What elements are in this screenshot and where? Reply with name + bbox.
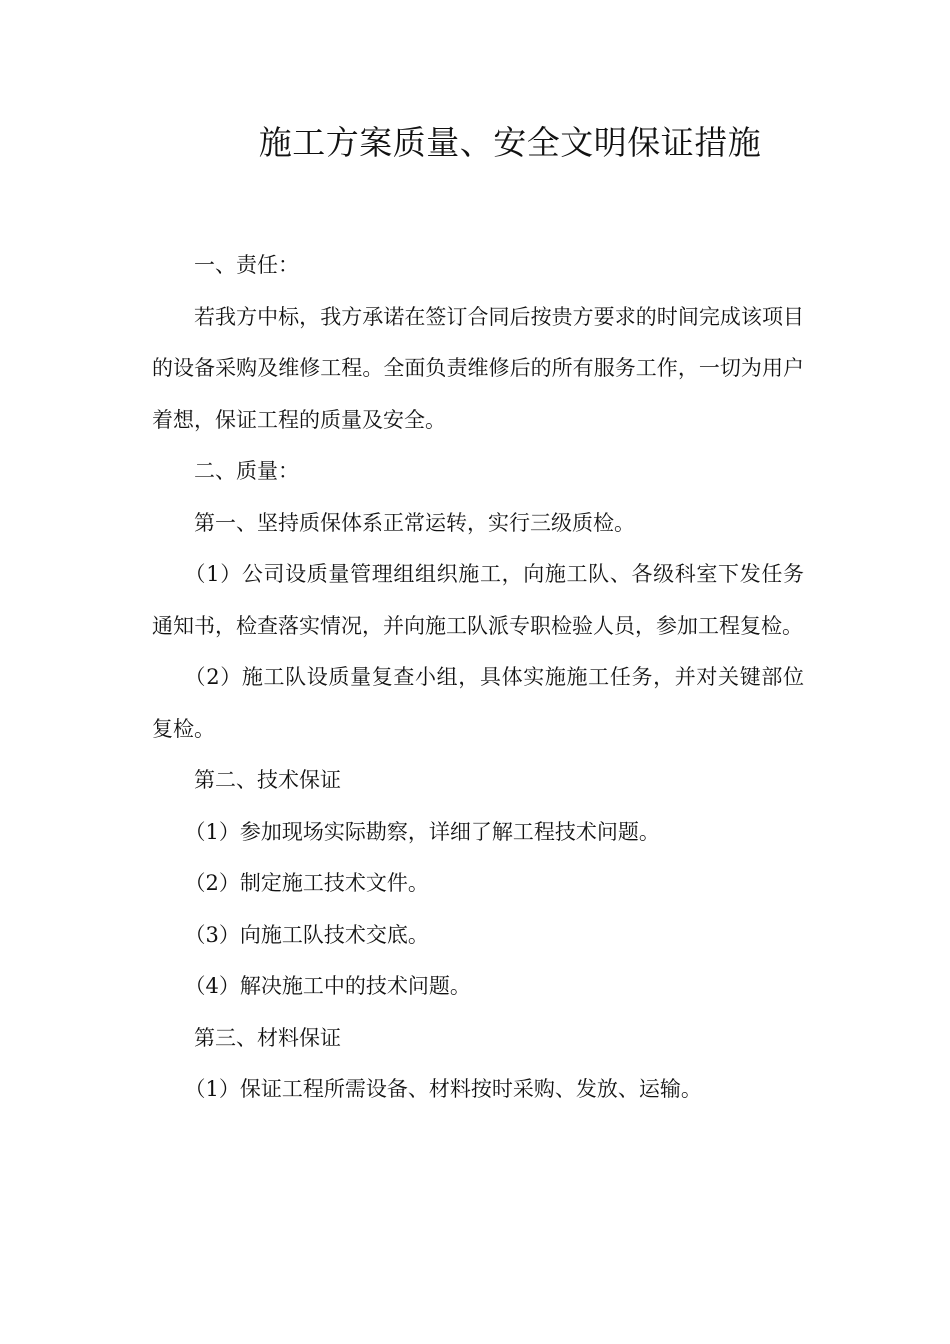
list-item-technical-1: （1）参加现场实际勘察，详细了解工程技术问题。: [184, 819, 660, 844]
list-item-technical-4: （4）解决施工中的技术问题。: [184, 974, 471, 998]
document-title: 施工方案质量、安全文明保证措施: [258, 123, 762, 162]
section-heading-responsibility: 一、责任：: [194, 253, 299, 277]
subheading-materials: 第三、材料保证: [194, 1025, 341, 1050]
list-item-technical-2: （2）制定施工技术文件。: [184, 871, 429, 895]
subheading-technical: 第二、技术保证: [194, 768, 341, 792]
list-item-quality-1: （1）公司设质量管理组组织施工，向施工队、各级科室下发任务通知书，检查落实情况，并向施工队派专职检验人员，参加工程复检。: [152, 562, 804, 638]
list-item-quality-2: （2）施工队设质量复查小组，具体实施施工任务，并对关键部位复检。: [152, 665, 804, 741]
list-item-technical-3: （3）向施工队技术交底。: [184, 922, 429, 947]
document-body: [152, 240, 804, 1116]
paragraph-responsibility: 若我方中标，我方承诺在签订合同后按贵方要求的时间完成该项目的设备采购及维修工程。全面负责维修后的所有服务工作，一切为用户着想，保证工程的质量及安全。: [152, 304, 804, 432]
section-heading-quality: 二、质量：: [194, 459, 299, 483]
list-item-materials-1: （1）保证工程所需设备、材料按时采购、发放、运输。: [184, 1077, 702, 1101]
subheading-quality-system: 第一、坚持质保体系正常运转，实行三级质检。: [194, 510, 635, 535]
